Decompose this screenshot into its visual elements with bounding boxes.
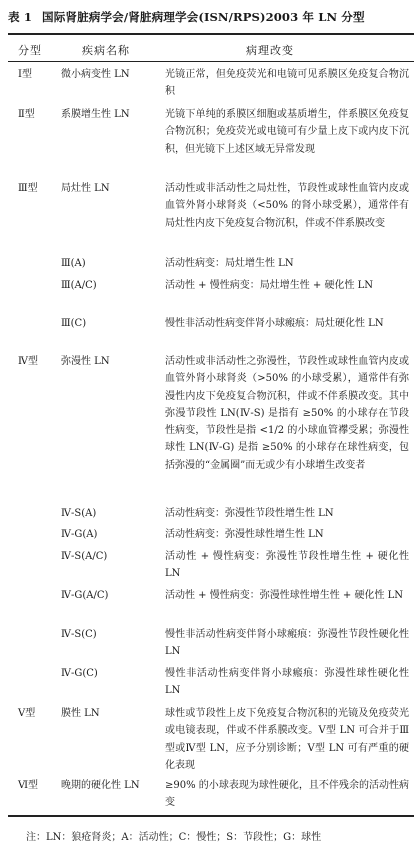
- header-name: 疾病名称: [82, 44, 130, 57]
- name-cell: Ⅳ-S(A/C): [61, 551, 108, 562]
- top-rule: [8, 33, 414, 35]
- change-cell: 慢性非活动性病变伴肾小球瘢痕：局灶硬化性 LN: [165, 318, 384, 329]
- type-cell: Ⅴ型: [18, 708, 36, 719]
- table-note: 注：LN：狼疮肾炎；A：活动性；C：慢性；S：节段性；G：球性: [26, 832, 322, 843]
- name-cell: Ⅳ-G(C): [61, 668, 98, 679]
- name-cell: Ⅲ(C): [61, 318, 87, 329]
- name-cell: Ⅳ-G(A/C): [61, 590, 109, 601]
- change-cell: 活动性 + 慢性病变：弥漫性球性增生性 + 硬化性 LN: [165, 590, 404, 601]
- name-cell: Ⅳ-S(C): [61, 629, 97, 640]
- name-cell: 弥漫性 LN: [61, 356, 110, 367]
- header-rule: [8, 61, 414, 62]
- change-cell: 活动性病变：弥漫性节段性增生性 LN: [165, 508, 334, 519]
- header-type: 分型: [18, 44, 42, 57]
- type-cell: Ⅳ型: [18, 356, 38, 367]
- name-cell: 晚期的硬化性 LN: [61, 780, 140, 791]
- change-cell: 活动性或非活动性之局灶性，节段性或球性血管内皮或血管外肾小球肾炎（<50% 的肾小球受累），通常伴有局灶性内皮下免疫复合物沉积，伴或不伴系膜改变: [165, 183, 409, 229]
- type-cell: Ⅵ型: [18, 780, 39, 791]
- change-cell: 慢性非活动性病变伴肾小球瘢痕：弥漫性节段性硬化性 LN: [165, 629, 409, 658]
- change-cell: 光镜正常，但免疫荧光和电镜可见系膜区免疫复合物沉积: [165, 69, 409, 98]
- change-cell: 活动性病变：局灶增生性 LN: [165, 258, 294, 269]
- bottom-rule: [8, 815, 414, 817]
- name-cell: 微小病变性 LN: [61, 69, 130, 80]
- name-cell: Ⅲ(A): [61, 258, 86, 269]
- type-cell: Ⅱ型: [18, 109, 35, 120]
- change-cell: 活动性或非活动性之弥漫性，节段性或球性血管内皮或血管外肾小球肾炎（>50% 的小球受累），通常伴有弥漫性内皮下免疫复合物沉积，伴或不伴系膜改变。其中弥漫节段性 LN(Ⅳ-S) 是指有 ≥50% 的小球存在节段性病变，节段性是指 <1/2 的小球血管襻受累；弥漫性球性 LN(Ⅳ-G) 是指 ≥50% 的小球存在球性病变，包括弥漫的“金属圈”而无或少有小球增生改变者: [165, 356, 409, 471]
- change-cell: 活动性 + 慢性病变：局灶增生性 + 硬化性 LN: [165, 280, 374, 291]
- table-caption: [8, 9, 365, 25]
- name-cell: 系膜增生性 LN: [61, 109, 130, 120]
- name-cell: Ⅳ-G(A): [61, 529, 98, 540]
- name-cell: 局灶性 LN: [61, 183, 110, 194]
- change-cell: 活动性 + 慢性病变：弥漫性节段性增生性 + 硬化性 LN: [165, 551, 409, 580]
- change-cell: 活动性病变：弥漫性球性增生性 LN: [165, 529, 324, 540]
- table-number: 表 1: [8, 10, 32, 24]
- header-change: 病理改变: [246, 44, 294, 57]
- name-cell: 膜性 LN: [61, 708, 100, 719]
- change-cell: 慢性非活动性病变伴肾小球瘢痕：弥漫性球性硬化性 LN: [165, 668, 409, 697]
- type-cell: Ⅲ型: [18, 183, 38, 194]
- change-cell: 球性或节段性上皮下免疫复合物沉积的光镜及免疫荧光或电镜表现，伴或不伴系膜改变。Ⅴ型 LN 可合并于Ⅲ型或Ⅳ型 LN，应予分别诊断；Ⅴ型 LN 可有严重的硬化表现: [165, 708, 409, 771]
- change-cell: 光镜下单纯的系膜区细胞或基质增生，伴系膜区免疫复合物沉积；免疫荧光或电镜可有少量上皮下或内皮下沉积，但光镜下上述区域无异常发现: [165, 109, 409, 155]
- name-cell: Ⅳ-S(A): [61, 508, 97, 519]
- name-cell: Ⅲ(A/C): [61, 280, 97, 291]
- change-cell: ≥90% 的小球表现为球性硬化，且不伴残余的活动性病变: [165, 780, 409, 809]
- table-title: 国际肾脏病学会/肾脏病理学会(ISN/RPS)2003 年 LN 分型: [42, 10, 365, 24]
- type-cell: Ⅰ型: [18, 69, 32, 80]
